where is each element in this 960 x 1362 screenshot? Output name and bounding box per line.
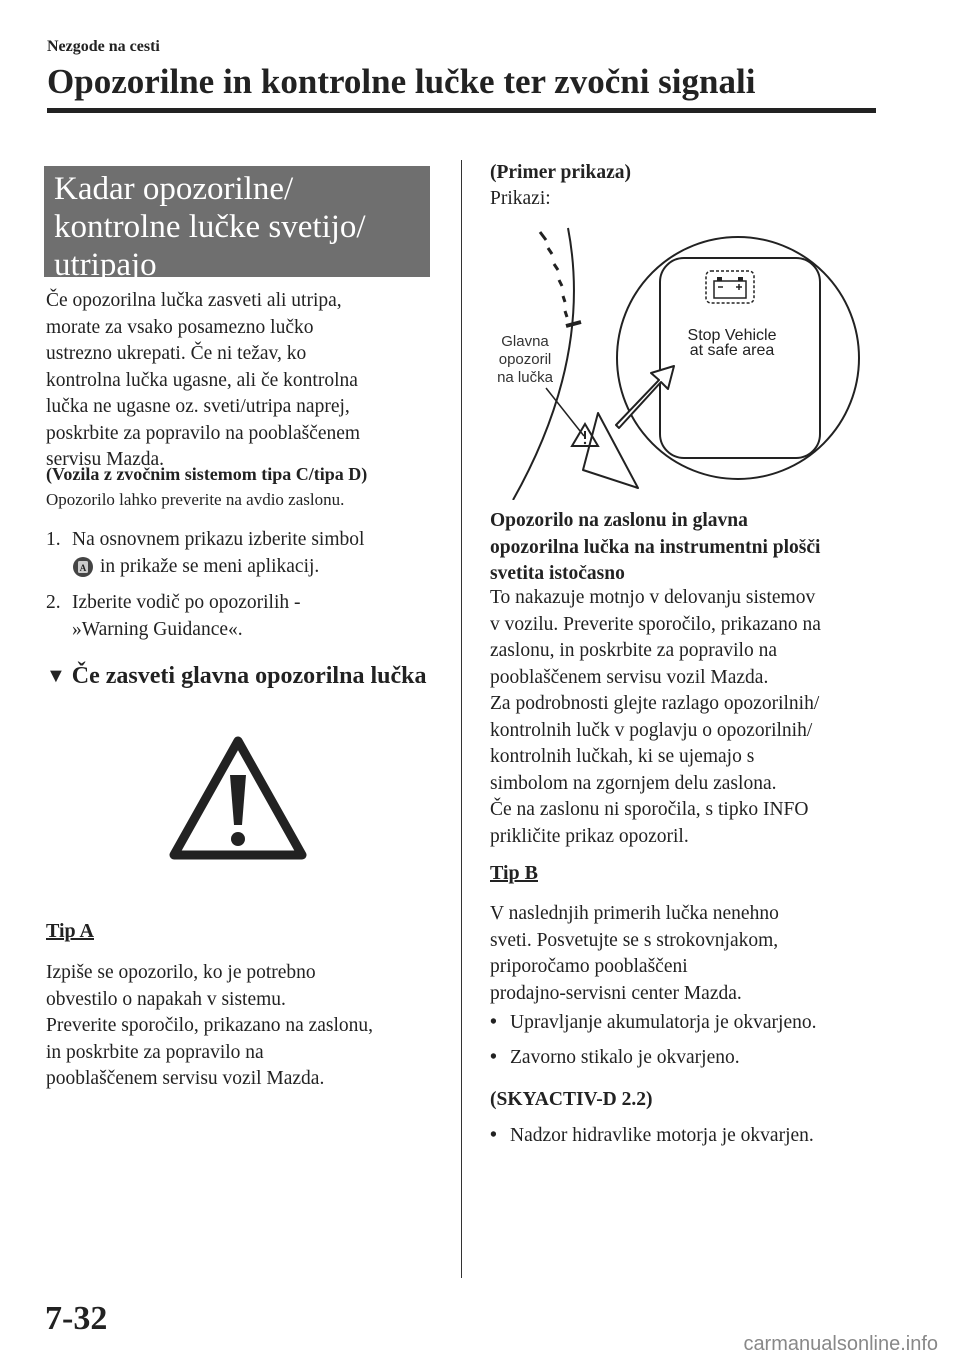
- step-number: 2.: [46, 592, 61, 613]
- master-warning-icon: [168, 733, 308, 863]
- text-line: V naslednjih primerih lučka nenehno: [490, 903, 779, 924]
- tip-a-text: [46, 960, 446, 1093]
- text-line: v vozilu. Preverite sporočilo, prikazano na: [490, 613, 821, 635]
- section-banner: [44, 166, 430, 283]
- text-line: poskrbite za popravilo na pooblaščenem: [46, 422, 361, 444]
- diagram-label-line: na lučka: [497, 369, 553, 386]
- step-text: Izberite vodič po opozorilih -: [72, 592, 301, 613]
- section-label: Nezgode na cesti: [47, 38, 160, 55]
- text-line: kontrolnih lučk v poglavju o opozorilnih/: [490, 719, 813, 741]
- bullet-text: Upravljanje akumulatorja je okvarjeno.: [510, 1012, 817, 1033]
- gauge-ticks: [540, 232, 581, 326]
- displays-label: Prikazi:: [490, 188, 551, 209]
- bullet-dot: •: [490, 1125, 497, 1146]
- audio-heading: (Vozila z zvočnim sistemom tipa C/tipa D): [46, 464, 368, 484]
- text-line: priporočamo pooblaščeni: [490, 956, 688, 977]
- text-line: lučka ne ugasne oz. sveti/utripa naprej,: [46, 396, 350, 417]
- screen-message-line2: at safe area: [689, 342, 775, 359]
- title-rule: [47, 108, 876, 113]
- audio-note: Opozorilo lahko preverite na avdio zaslonu.: [46, 490, 345, 509]
- text-line: sveti. Posvetujte se s strokovnjakom,: [490, 929, 779, 951]
- text-line: simbolom na zgornjem delu zaslona.: [490, 772, 777, 794]
- bullet-item: [490, 1047, 740, 1069]
- app-menu-icon: [72, 556, 94, 578]
- display-diagram: [488, 218, 888, 500]
- tip-b-heading: Tip B: [490, 862, 538, 884]
- example-heading: (Primer prikaza): [490, 162, 631, 183]
- text-line: Če opozorilna lučka zasveti ali utripa,: [46, 290, 342, 311]
- svg-text:A: A: [79, 562, 87, 573]
- subheading: [46, 663, 426, 690]
- page-number: 7-32: [45, 1300, 108, 1337]
- display-heading: [490, 508, 890, 588]
- text-line: in poskrbite za popravilo na: [46, 1041, 264, 1063]
- tip-b-text: [490, 901, 910, 1007]
- text-line: prodajno-servisni center Mazda.: [490, 982, 742, 1004]
- text-line: morate za vsako posamezno lučko: [46, 316, 314, 338]
- text-line: kontrolnih lučkah, ki se ujemajo s: [490, 746, 755, 767]
- diagram-label-line: opozoril: [498, 351, 552, 368]
- step-1: [46, 527, 446, 580]
- bullet-text: Zavorno stikalo je okvarjeno.: [510, 1047, 740, 1068]
- column-divider: [461, 160, 462, 1278]
- step-2: [46, 590, 446, 643]
- display-body: [490, 585, 910, 850]
- bullet-item: [490, 1012, 816, 1034]
- text-line: Preverite sporočilo, prikazano na zaslonu,: [46, 1015, 374, 1036]
- text-line: Opozorilo na zaslonu in glavna: [490, 510, 748, 531]
- banner-line: Kadar opozorilne/: [54, 171, 294, 207]
- skyactiv-heading: (SKYACTIV-D 2.2): [490, 1089, 653, 1110]
- step-text: in prikaže se meni aplikacij.: [100, 555, 320, 577]
- banner-line: utripajo: [54, 247, 157, 283]
- text-line: obvestilo o napakah v sistemu.: [46, 988, 286, 1010]
- bullet-text: Nadzor hidravlike motorja je okvarjen.: [510, 1125, 814, 1146]
- text-line: zaslonu, in poskrbite za popravilo na: [490, 640, 778, 661]
- intro-paragraph: [46, 288, 446, 474]
- subheading-text: Če zasveti glavna opozorilna lučka: [71, 663, 427, 689]
- banner-line: kontrolne lučke svetijo/: [54, 209, 366, 245]
- step-text: »Warning Guidance«.: [72, 618, 243, 640]
- text-line: Za podrobnosti glejte razlago opozorilnih/: [490, 693, 820, 714]
- tip-a-heading: Tip A: [46, 920, 94, 942]
- page-title: Opozorilne in kontrolne lučke ter zvočni signali: [47, 62, 756, 101]
- triangle-bullet-icon: ▼: [46, 665, 66, 687]
- bullet-dot: •: [490, 1047, 497, 1068]
- text-line: kontrolna lučka ugasne, ali če kontrolna: [46, 369, 358, 391]
- screen-message-line1: Stop Vehicle: [687, 327, 777, 344]
- text-line: pooblaščenem servisu vozil Mazda.: [490, 666, 769, 688]
- diagram-label-line: Glavna: [501, 333, 549, 350]
- text-line: prikličite prikaz opozoril.: [490, 825, 689, 847]
- watermark: carmanualsonline.info: [743, 1333, 938, 1355]
- text-line: opozorilna lučka na instrumentni plošči: [490, 536, 821, 558]
- text-line: pooblaščenem servisu vozil Mazda.: [46, 1068, 325, 1089]
- battery-icon: [706, 271, 754, 303]
- text-line: servisu Mazda.: [46, 449, 165, 470]
- arrow-icon: [616, 366, 674, 428]
- text-line: svetita istočasno: [490, 563, 625, 584]
- text-line: Izpiše se opozorilo, ko je potrebno: [46, 962, 316, 983]
- bullet-dot: •: [490, 1012, 497, 1033]
- step-text: Na osnovnem prikazu izberite simbol: [72, 529, 365, 550]
- text-line: Če na zaslonu ni sporočila, s tipko INFO: [490, 799, 809, 820]
- text-line: ustrezno ukrepati. Če ni težav, ko: [46, 343, 307, 364]
- bullet-item: [490, 1125, 814, 1147]
- text-line: To nakazuje motnjo v delovanju sistemov: [490, 587, 816, 608]
- step-number: 1.: [46, 529, 61, 550]
